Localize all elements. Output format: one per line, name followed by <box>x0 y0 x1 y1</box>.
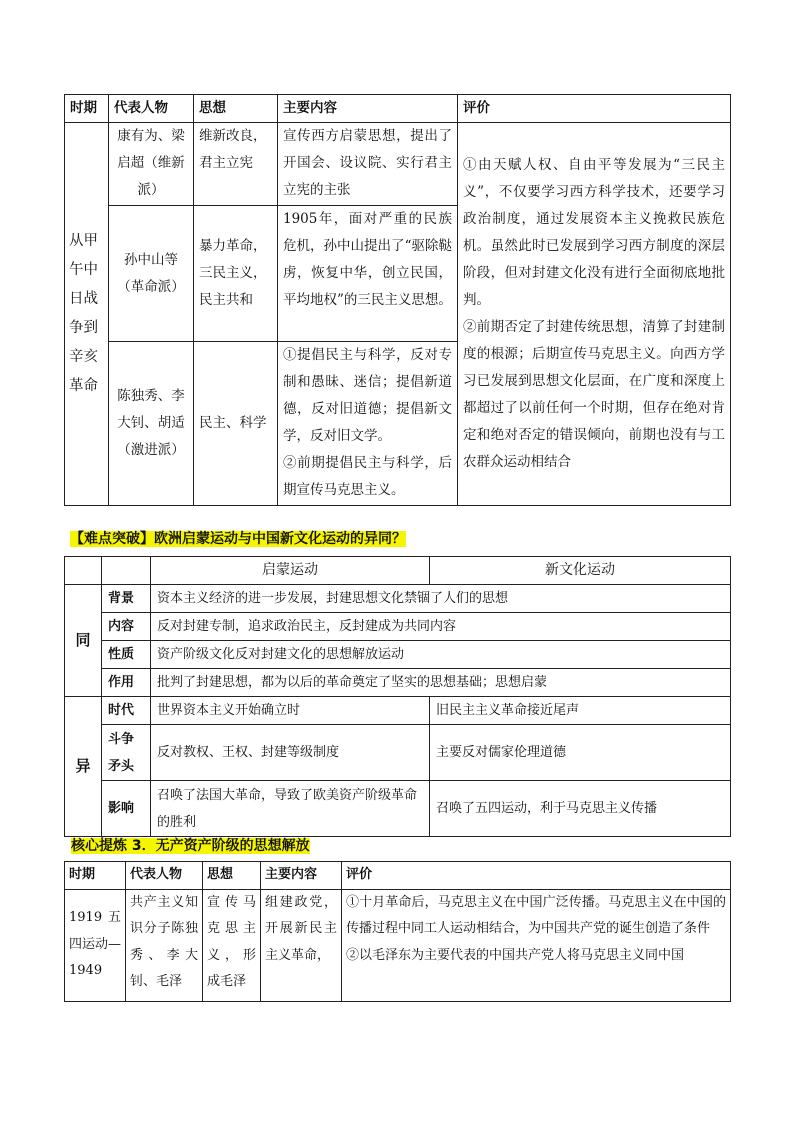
enlightenment-cell: 反对教权、王权、封建等级制度 <box>151 725 430 781</box>
thought-cell: 维新改良，君主立宪 <box>194 123 278 206</box>
evaluation-cell <box>458 123 731 506</box>
new-culture-cell: 召唤了五四运动，利于马克思主义传播 <box>430 781 731 837</box>
content-cell: 宣传西方启蒙思想，提出了开国会、设议院、实行君主立宪的主张 <box>278 123 458 206</box>
table-header-row <box>65 862 731 890</box>
blank-header <box>102 557 151 585</box>
content-cell: 组建政党，开展新民主主义革命， <box>261 889 342 1001</box>
table-row <box>65 889 731 1001</box>
same-label: 同 <box>65 585 102 697</box>
content-cell: 1905年，面对严重的民族危机，孙中山提出了“驱除鞑虏，恢复中华，创立民国，平均地权”的三民主义思想。 <box>278 206 458 342</box>
new-culture-cell: 旧民主主义革命接近尾声 <box>430 697 731 725</box>
enlightenment-cell: 世界资本主义开始确立时 <box>151 697 430 725</box>
header-people: 代表人物 <box>109 95 194 123</box>
people-cell: 陈独秀、李大钊、胡适（激进派） <box>109 342 194 506</box>
enlightenment-cell: 召唤了法国大革命，导致了欧美资产阶级革命的胜利 <box>151 781 430 837</box>
row-label: 性质 <box>102 641 151 669</box>
evaluation-paragraph-2: ②前期否定了封建传统思想，清算了封建制度的根源；后期宣传马克思主义。向西方学习已发展到思想文化层面，在广度和深度上都超过了以前任何一个时期，但存在绝对肯定和绝对否定的错误倾向，前期也没有与工农群众运动相结合 <box>463 319 725 470</box>
row-label: 斗争矛头 <box>102 725 151 781</box>
row-label: 背景 <box>102 585 151 613</box>
header-thought: 思想 <box>203 862 261 890</box>
shared-cell: 资产阶级文化反对封建文化的思想解放运动 <box>151 641 731 669</box>
header-period: 时期 <box>65 95 109 123</box>
evaluation-paragraph-1: ①十月革命后，马克思主义在中国广泛传播。马克思主义在中国的传播过程中同工人运动相结合，为中国共产党的诞生创造了条件 <box>346 894 726 936</box>
shared-cell: 资本主义经济的进一步发展，封建思想文化禁锢了人们的思想 <box>151 585 731 613</box>
row-label: 作用 <box>102 669 151 697</box>
header-enlightenment: 启蒙运动 <box>151 557 430 585</box>
row-label: 影响 <box>102 781 151 837</box>
table-header-row <box>65 557 731 585</box>
people-cell: 共产主义知识分子陈独秀、李大钊、毛泽 <box>126 889 203 1001</box>
shared-cell: 反对封建专制，追求政治民主，反封建成为共同内容 <box>151 613 731 641</box>
thought-cell: 暴力革命，三民主义，民主共和 <box>194 206 278 342</box>
thought-cell: 宣传马克思主义，形成毛泽 <box>203 889 261 1001</box>
table-row <box>65 669 731 697</box>
row-label: 时代 <box>102 697 151 725</box>
table-row <box>65 725 731 781</box>
evaluation-cell <box>342 889 731 1001</box>
table-row <box>65 123 731 206</box>
table-row <box>65 613 731 641</box>
period-cell: 从甲午中日战争到辛亥革命 <box>65 123 109 506</box>
header-content: 主要内容 <box>278 95 458 123</box>
header-evaluation: 评价 <box>342 862 731 890</box>
table-proletarian-thought <box>64 861 731 1002</box>
table-row <box>65 781 731 837</box>
shared-cell: 批判了封建思想，都为以后的革命奠定了坚实的思想基础；思想启蒙 <box>151 669 731 697</box>
header-people: 代表人物 <box>126 862 203 890</box>
difficulty-banner-text: 【难点突破】欧洲启蒙运动与中国新文化运动的异同？ <box>70 531 406 547</box>
header-evaluation: 评价 <box>458 95 731 123</box>
difficulty-banner <box>70 529 406 549</box>
header-content: 主要内容 <box>261 862 342 890</box>
table-row <box>65 641 731 669</box>
evaluation-paragraph-1: ①由天赋人权、自由平等发展为“三民主义”，不仅要学习西方科学技术，还要学习政治制度，通过发展资本主义挽救民族危机。虽然此时已发展到学习西方制度的深层阶段，但对封建文化没有进行全面彻底地批判。 <box>463 157 725 308</box>
table-row <box>65 585 731 613</box>
header-thought: 思想 <box>194 95 278 123</box>
diff-label: 异 <box>65 697 102 837</box>
blank-header <box>65 557 102 585</box>
table-row <box>65 697 731 725</box>
content-paragraph-1: ①提倡民主与科学，反对专制和愚昧、迷信；提倡新道德，反对旧道德；提倡新文学，反对旧文学。 <box>283 347 452 444</box>
people-cell: 康有为、梁启超（维新派） <box>109 123 194 206</box>
header-period: 时期 <box>65 862 126 890</box>
section-banner-text: 核心提炼 3．无产资产阶级的思想解放 <box>71 838 310 854</box>
evaluation-paragraph-2: ②以毛泽东为主要代表的中国共产党人将马克思主义同中国 <box>346 947 685 963</box>
new-culture-cell: 主要反对儒家伦理道德 <box>430 725 731 781</box>
section-banner <box>71 836 310 856</box>
table-header-row <box>65 95 731 123</box>
row-label: 内容 <box>102 613 151 641</box>
table-comparison <box>64 556 731 837</box>
people-cell: 孙中山等（革命派） <box>109 206 194 342</box>
period-cell: 1919五四运动—1949 <box>65 889 126 1001</box>
thought-cell: 民主、科学 <box>194 342 278 506</box>
content-paragraph-2: ②前期提倡民主与科学，后期宣传马克思主义。 <box>283 455 452 498</box>
table-bourgeois-thought <box>64 94 731 506</box>
content-cell <box>278 342 458 506</box>
header-new-culture: 新文化运动 <box>430 557 731 585</box>
